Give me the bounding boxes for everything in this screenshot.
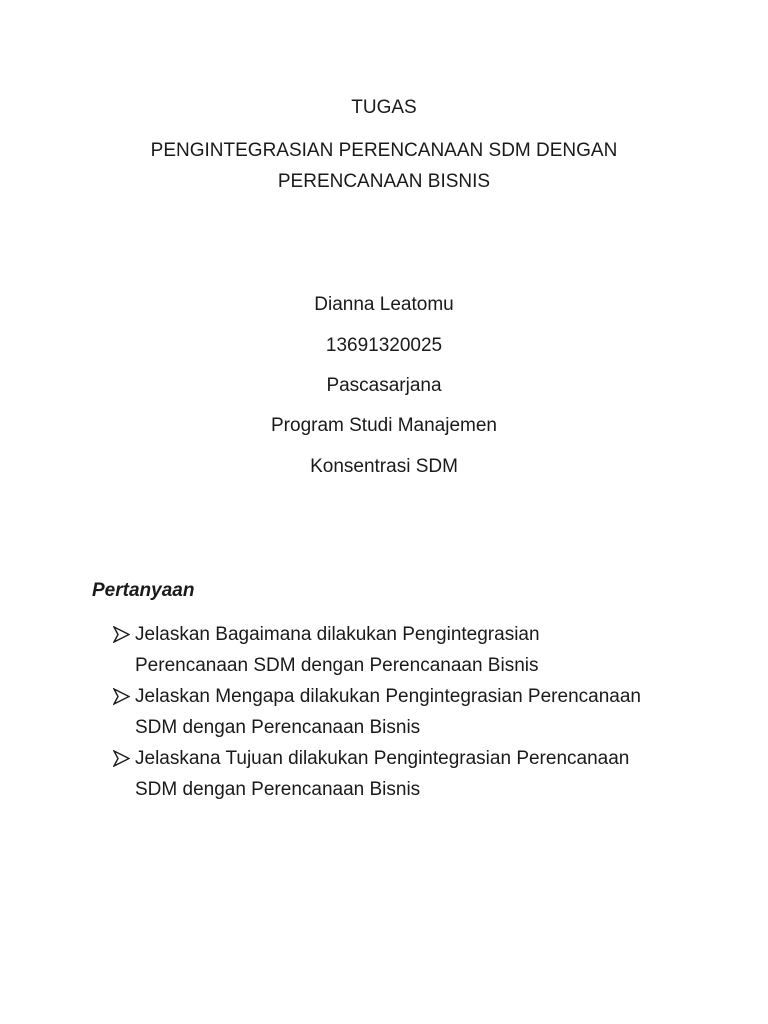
- question-line-1: Jelaskana Tujuan dilakukan Pengintegrasian Perencanaan: [135, 748, 630, 769]
- question-line-2: SDM dengan Perencanaan Bisnis: [135, 717, 421, 738]
- program-name: Program Studi Manajemen: [271, 415, 497, 436]
- question-line-1: Jelaskan Mengapa dilakukan Pengintegrasian Perencanaan: [135, 686, 641, 707]
- author-name: Dianna Leatomu: [314, 294, 454, 315]
- question-item: [113, 681, 713, 743]
- arrow-bullet-icon: [113, 688, 130, 705]
- title-line-1: PENGINTEGRASIAN PERENCANAAN SDM DENGAN: [150, 140, 618, 161]
- question-line-2: SDM dengan Perencanaan Bisnis: [135, 779, 421, 800]
- arrow-bullet-icon: [113, 626, 130, 643]
- question-list: [113, 619, 713, 805]
- concentration-name: Konsentrasi SDM: [310, 456, 458, 477]
- arrow-bullet-icon: [113, 750, 130, 767]
- document-label: TUGAS: [351, 97, 417, 118]
- question-item: [113, 619, 713, 681]
- faculty-name: Pascasarjana: [326, 375, 442, 396]
- question-line-1: Jelaskan Bagaimana dilakukan Pengintegrasian: [135, 624, 540, 645]
- questions-heading: Pertanyaan: [92, 580, 195, 601]
- student-id: 13691320025: [325, 335, 443, 356]
- question-item: [113, 743, 713, 805]
- title-line-2: PERENCANAAN BISNIS: [277, 171, 491, 192]
- question-line-2: Perencanaan SDM dengan Perencanaan Bisnis: [135, 655, 539, 676]
